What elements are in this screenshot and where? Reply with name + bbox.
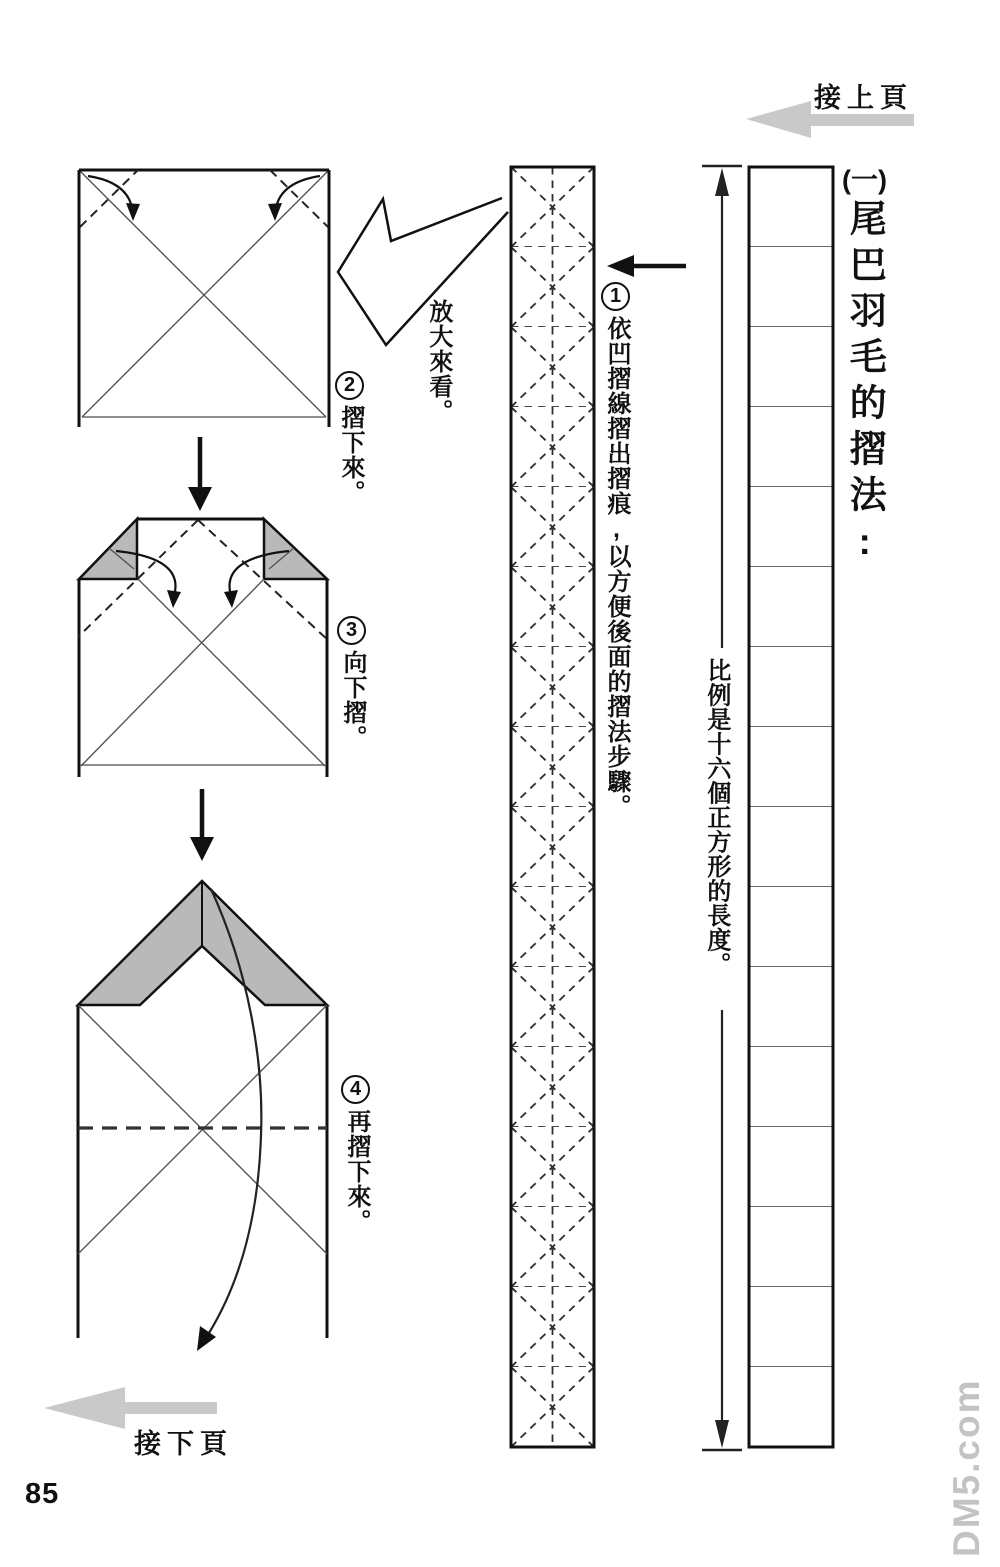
step1-text: 依凹摺線摺出摺痕,以方便後面的摺法步驟。: [602, 316, 630, 819]
step2-text: 摺下來。: [336, 405, 364, 505]
step3-caption: [337, 616, 366, 750]
ruler-note: 比例是十六個正方形的長度。: [702, 658, 730, 977]
step3-text: 向下摺。: [338, 650, 366, 750]
step1-arrow-icon: [607, 255, 686, 277]
crease-strip: [511, 167, 594, 1447]
page-number: 85: [25, 1478, 60, 1510]
step1-caption: [601, 282, 630, 819]
step3-diagram: [78, 519, 329, 777]
section-title: 尾巴羽毛的摺法:: [844, 199, 886, 571]
section-heading: [842, 158, 887, 571]
zoom-arrow-icon: [338, 198, 508, 345]
squares-strip: [749, 167, 833, 1447]
step1-number-badge: 1: [601, 282, 630, 311]
step2-caption: [335, 371, 364, 505]
step4-caption: [341, 1075, 370, 1234]
down-arrow-icon: [190, 789, 214, 861]
watermark-logo: DM5.com: [946, 1378, 987, 1557]
step2-diagram: [79, 170, 329, 427]
next-page-label: 接下頁: [134, 1429, 233, 1459]
down-arrow-icon: [188, 437, 212, 511]
step4-diagram: [78, 881, 327, 1351]
step2-number-badge: 2: [335, 371, 364, 400]
step4-text: 再摺下來。: [342, 1109, 370, 1234]
zoom-note: 放大來看。: [424, 299, 452, 424]
prev-page-label: 接上頁: [814, 83, 913, 113]
step4-number-badge: 4: [341, 1075, 370, 1104]
section-number: (一): [842, 165, 887, 195]
step3-number-badge: 3: [337, 616, 366, 645]
